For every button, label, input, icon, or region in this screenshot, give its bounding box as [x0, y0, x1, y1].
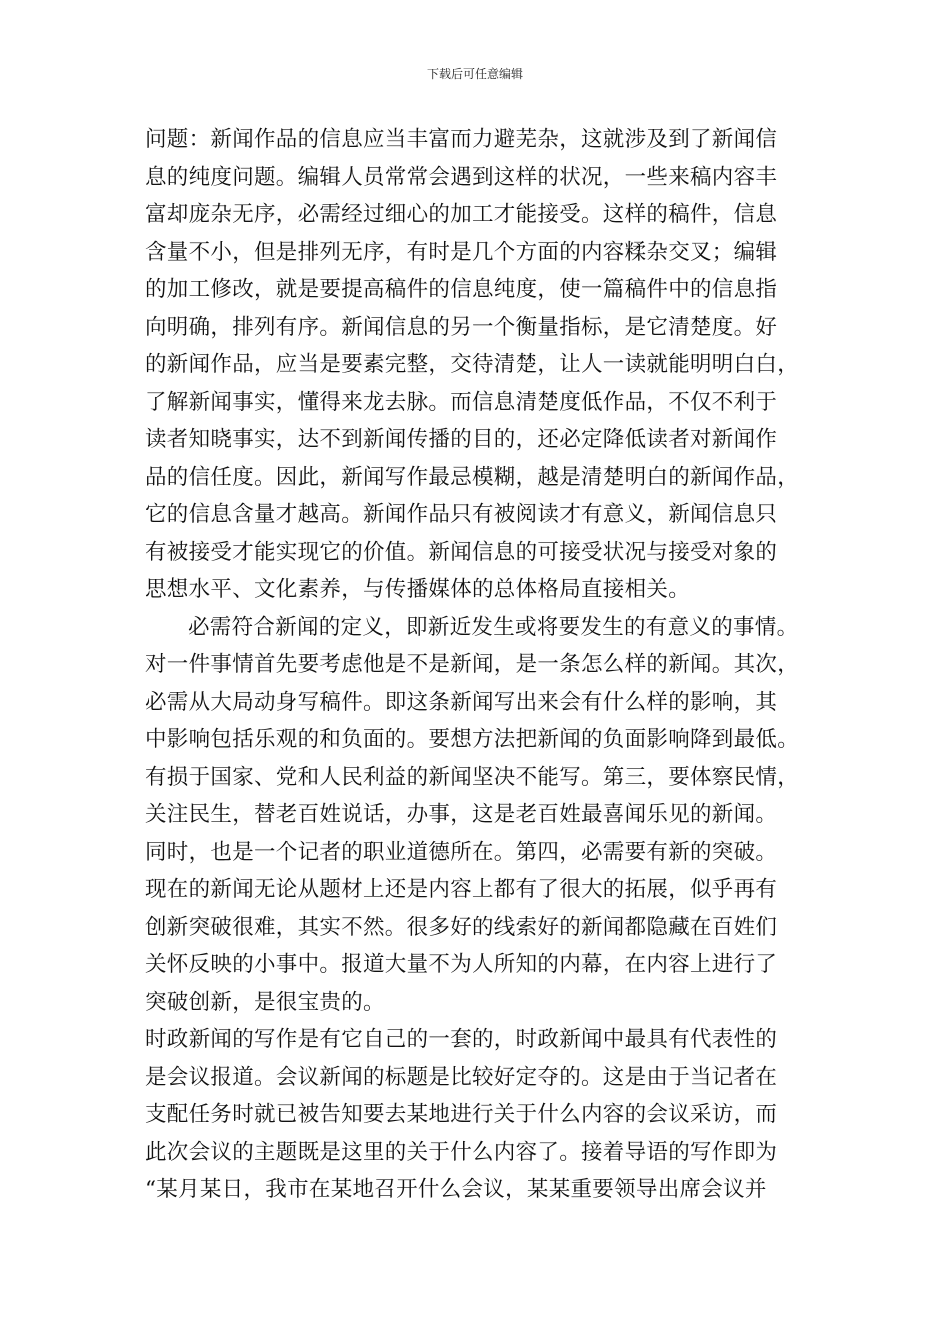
text-line: 现在的新闻无论从题材上还是内容上都有了很大的拓展，似乎再有	[145, 877, 778, 902]
text-line: 问题：新闻作品的信息应当丰富而力避芜杂，这就涉及到了新闻信	[145, 127, 778, 152]
text-line: 此次会议的主题既是这里的关于什么内容了。接着导语的写作即为	[145, 1139, 778, 1165]
text-line: 向明确，排列有序。新闻信息的另一个衡量指标，是它清楚度。好	[145, 314, 778, 340]
text-line: 息的纯度问题。编辑人员常常会遇到这样的状况，一些来稿内容丰	[145, 164, 778, 190]
text-line: 创新突破很难，其实不然。很多好的线索好的新闻都隐藏在百姓们	[145, 914, 778, 940]
text-line: 有被接受才能实现它的价值。新闻信息的可接受状况与接受对象的	[145, 539, 778, 565]
document-body	[145, 121, 825, 1209]
paragraph	[145, 121, 825, 609]
text-line: 的加工修改，就是要提高稿件的信息纯度，使一篇稿件中的信息指	[145, 277, 778, 302]
text-line: 支配任务时就已被告知要去某地进行关于什么内容的会议采访，而	[145, 1102, 778, 1127]
paragraph	[145, 609, 825, 1022]
text-line: “某月某日，我市在某地召开什么会议，某某重要领导出席会议并	[145, 1177, 767, 1202]
text-line: 了解新闻事实，懂得来龙去脉。而信息清楚度低作品，不仅不利于	[145, 389, 778, 415]
text-line: 富却庞杂无序，必需经过细心的加工才能接受。这样的稿件，信息	[145, 202, 778, 227]
text-line: 必需从大局动身写稿件。即这条新闻写出来会有什么样的影响，其	[145, 689, 778, 715]
text-line: 品的信任度。因此，新闻写作最忌模糊，越是清楚明白的新闻作品，	[145, 464, 800, 490]
text-line: 时政新闻的写作是有它自己的一套的，时政新闻中最具有代表性的	[145, 1027, 778, 1052]
text-line: 关怀反映的小事中。报道大量不为人所知的内幕，在内容上进行了	[145, 952, 778, 977]
page-header: 下载后可任意编辑	[426, 67, 523, 81]
text-line: 含量不小，但是排列无序，有时是几个方面的内容糅杂交叉；编辑	[145, 239, 778, 265]
text-line: 突破创新，是很宝贵的。	[145, 989, 385, 1015]
text-line: 中影响包括乐观的和负面的。要想方法把新闻的负面影响降到最低。	[145, 727, 800, 752]
text-line: 它的信息含量才越高。新闻作品只有被阅读才有意义，新闻信息只	[145, 502, 778, 527]
text-line: 必需符合新闻的定义，即新近发生或将要发生的有意义的事情。	[188, 614, 799, 640]
text-line: 对一件事情首先要考虑他是不是新闻，是一条怎么样的新闻。其次，	[145, 652, 800, 677]
text-line: 读者知晓事实，达不到新闻传播的目的，还必定降低读者对新闻作	[145, 427, 778, 452]
text-line: 关注民生，替老百姓说话，办事，这是老百姓最喜闻乐见的新闻。	[145, 802, 778, 827]
text-line: 有损于国家、党和人民利益的新闻坚决不能写。第三，要体察民情，	[145, 764, 800, 790]
text-line: 的新闻作品，应当是要素完整，交待清楚，让人一读就能明明白白，	[145, 352, 800, 377]
text-line: 思想水平、文化素养，与传播媒体的总体格局直接相关。	[145, 577, 691, 602]
text-line: 是会议报道。会议新闻的标题是比较好定夺的。这是由于当记者在	[145, 1064, 778, 1090]
paragraph	[145, 1021, 825, 1209]
text-line: 同时，也是一个记者的职业道德所在。第四，必需要有新的突破。	[145, 839, 778, 865]
